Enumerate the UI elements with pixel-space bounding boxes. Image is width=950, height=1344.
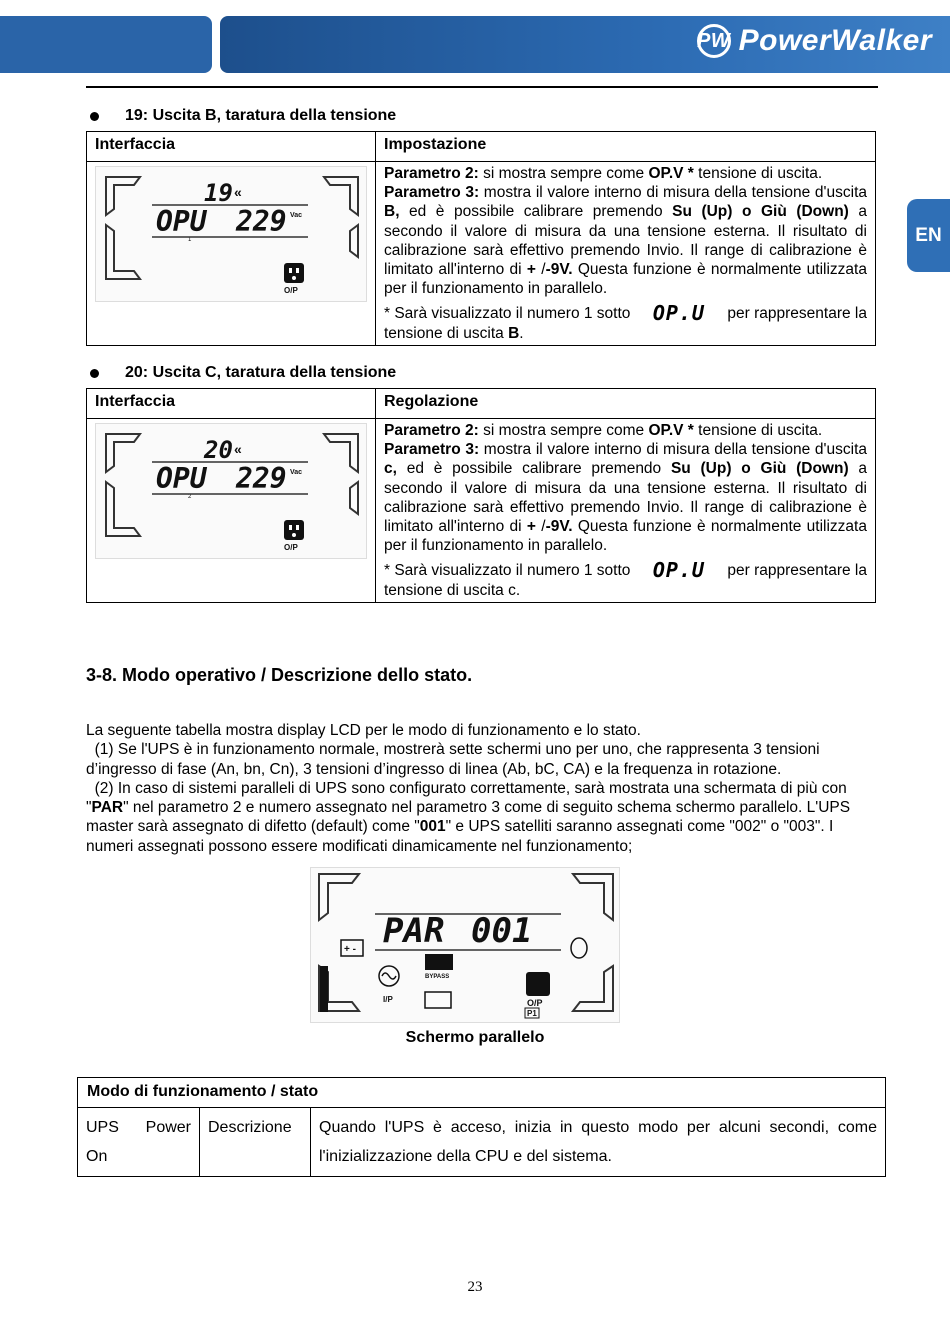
page-header <box>0 0 950 90</box>
parallel-caption: Schermo parallelo <box>405 1029 545 1046</box>
lcd-display-19 <box>95 166 367 302</box>
header-rule <box>86 86 878 88</box>
section-19-title <box>90 107 396 125</box>
opu-icon: OP.U <box>652 301 705 326</box>
lcd-param2: OPU <box>156 205 207 238</box>
bypass-label: BYPASS <box>425 974 450 980</box>
mode-description-label: Descrizione <box>200 1108 311 1177</box>
settings-description <box>376 162 876 346</box>
section-3-8-intro <box>86 721 878 856</box>
svg-text:«: « <box>234 184 242 200</box>
lcd-display-20 <box>95 423 367 559</box>
col-impostazione: Impostazione <box>376 132 876 162</box>
col-interfaccia: Interfaccia <box>87 132 376 162</box>
lcd-ip-label: I/P <box>383 995 393 1004</box>
section-20-title-text: 20: Uscita C, taratura della tensione <box>125 364 397 381</box>
table-row <box>78 1108 886 1177</box>
bullet-icon <box>90 369 99 378</box>
settings-description <box>376 419 876 603</box>
lcd-graphic <box>96 167 368 303</box>
param3-paragraph: Parametro 3: mostra il valore interno di misura della tensione d'uscita c, ed è possibile calibrare premendo Su (Up) o Giù (Down) a secondo il valore di misura da una tensione esterna. Il risultato di calibrazione sarà effettivo premendo Invio. Il range di calibrazione è limitato all'interno di + /-9V. Questa funzione è normalmente utilizzata per il funzionamento in parallelo. <box>384 441 868 555</box>
param3-paragraph: Parametro 3: mostra il valore interno di misura della tensione d'uscita B, ed è possibile calibrare premendo Su (Up) o Giù (Down) a secondo il valore di misura da una tensione esterna. Il risultato di calibrazione sarà effettivo premendo Invio. Il range di calibrazione è limitato all'interno di + /-9V. Questa funzione è normalmente utilizzata per il funzionamento in parallelo. <box>384 184 867 298</box>
lcd-param2: PAR <box>383 911 445 951</box>
lcd-param3: 229 <box>236 205 287 238</box>
fan-icon <box>571 938 587 958</box>
lcd-cell <box>87 162 376 346</box>
lcd-cell <box>87 419 376 603</box>
lcd-sub: 1 <box>188 237 192 243</box>
svg-text:+ -: + - <box>344 944 356 955</box>
section-19-title-text: 19: Uscita B, taratura della tensione <box>125 107 397 124</box>
lcd-unit: Vac <box>290 212 303 219</box>
param2-line: Parametro 2: si mostra sempre come OP.V * tensione di uscita. <box>384 165 823 182</box>
note-line-2: tensione di uscita B. <box>384 324 524 342</box>
battery-small-icon <box>425 992 451 1008</box>
lcd-op-label: O/P <box>284 286 298 295</box>
lcd-p1-label: P1 <box>527 1009 537 1018</box>
lcd-param2: OPU <box>156 462 207 495</box>
note-line-2: tensione di uscita c. <box>384 581 521 599</box>
note-line: * Sarà visualizzato il numero 1 sotto OP.U per rappresentare la <box>384 558 867 583</box>
brand-logo <box>697 24 932 58</box>
lcd-unit: Vac <box>290 469 303 476</box>
note-line: * Sarà visualizzato il numero 1 sotto OP.U per rappresentare la <box>384 301 867 326</box>
col-interfaccia: Interfaccia <box>87 389 376 419</box>
param2-line: Parametro 2: si mostra sempre come OP.V * tensione di uscita. <box>384 422 823 439</box>
mode-name-cell: UPS Power On <box>78 1108 200 1177</box>
intro-line-2: (1) Se l'UPS è in funzionamento normale, mostrerà sette schermi uno per uno, che rappresenta 3 tensioni d’ingresso di fase (An, bn, Cn), 3 tensioni d’ingresso di linea (Ab, bC, CA) e la frequenza in rotazione. <box>86 741 824 778</box>
language-tab[interactable]: EN <box>907 199 950 272</box>
lcd-code: 20 <box>204 436 233 464</box>
intro-line-3: (2) In caso di sistemi paralleli di UPS sono configurato correttamente, sarà mostrata una schermata di più con "PAR" nel parametro 2 e numero assegnato nel parametro 3 come di seguito schema schermo parallelo. L'UPS master sarà assegnato di difetto (default) come "001" e UPS satelliti saranno assegnati come "002" o "003". I numeri assegnati possono essere modificati dinamicamente nel funzionamento; <box>86 779 855 855</box>
bullet-icon <box>90 112 99 121</box>
parallel-lcd-graphic <box>311 868 621 1024</box>
svg-text:«: « <box>234 441 242 457</box>
section-3-8-title: 3-8. Modo operativo / Descrizione dello stato. <box>86 665 473 685</box>
intro-line-1: La seguente tabella mostra display LCD per le modo di funzionamento e lo stato. <box>86 722 641 739</box>
lcd-sub: 2 <box>188 494 192 500</box>
lcd-op-label: O/P <box>284 543 298 552</box>
mode-table-header: Modo di funzionamento / stato <box>78 1078 886 1108</box>
opu-icon: OP.U <box>652 558 705 583</box>
header-band-left <box>0 16 212 73</box>
brand-name: PowerWalker <box>738 24 932 57</box>
brand-logo-icon: PW <box>697 24 731 58</box>
mode-description-text: Quando l'UPS è acceso, inizia in questo modo per alcuni secondi, come l'inizializzazione della CPU e del sistema. <box>311 1108 886 1177</box>
lcd-op-label: O/P <box>527 998 543 1008</box>
page-number: 23 <box>467 1279 483 1295</box>
section-20-table <box>86 388 876 603</box>
outlet-icon <box>526 972 550 996</box>
mode-table <box>77 1077 886 1177</box>
section-19-table <box>86 131 876 346</box>
lcd-code: 19 <box>204 179 233 207</box>
bypass-icon <box>425 954 453 970</box>
section-20-title <box>90 364 396 382</box>
col-regolazione: Regolazione <box>376 389 876 419</box>
lcd-param3: 229 <box>236 462 287 495</box>
parallel-lcd-display <box>310 867 620 1023</box>
lcd-param3: 001 <box>471 911 533 951</box>
lcd-graphic <box>96 424 368 560</box>
